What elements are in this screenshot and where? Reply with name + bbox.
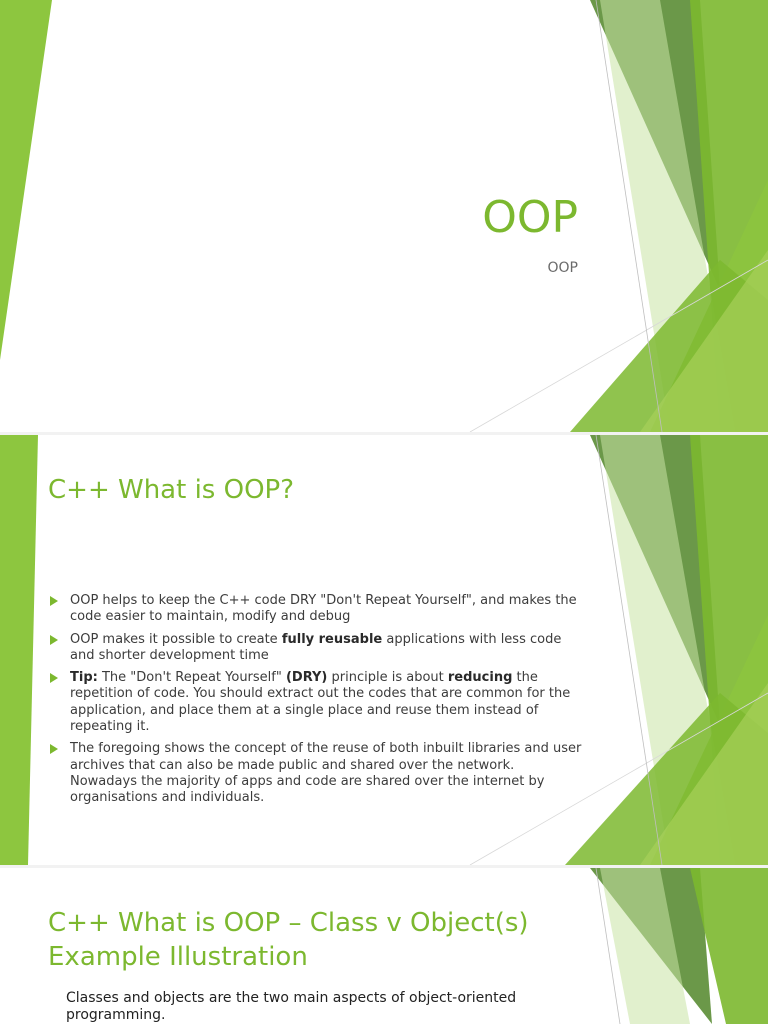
bullet-list [48,593,583,813]
bullet-bold-text: fully reusable [281,631,383,647]
bullet-text: The "Don't Repeat Yourself" [97,670,286,686]
bullet-bold-text: (DRY) [285,670,328,686]
bullet-text: applications with less code and shorter development time [70,631,562,663]
bullet-arrow-icon [50,744,58,754]
bullet-text: the repetition of code. You should extract out the codes that are common for the application, and place them at a single place and reuse them instead of repeating it. [70,670,571,735]
slide-1-title: OOP [482,192,578,243]
bullet-text: OOP makes it possible to create [70,631,282,647]
bullet-text: OOP helps to keep the C++ code DRY "Don't Repeat Yourself", and makes the code easier to maintain, modify and debug [70,593,577,625]
green-decoration-graphic [0,0,768,432]
bullet-arrow-icon [50,673,58,683]
bullet-item [48,741,583,806]
bullet-text: principle is about [327,670,448,686]
bullet-item [48,593,583,626]
slide-3-body-text: Classes and objects are the two main aspects of object-oriented programming. [66,990,517,1023]
slide-2-title: C++ What is OOP? [48,475,295,505]
bullet-text: The foregoing shows the concept of the reuse of both inbuilt libraries and user archives that can also be made public and shared over the network. Nowadays the majority of apps and code are shared over the internet by organisations and individuals. [70,741,582,806]
slide-3 [0,868,768,1024]
slide-1 [0,0,768,432]
bullet-item [48,632,583,665]
bullet-item [48,670,583,735]
bullet-arrow-icon [50,596,58,606]
left-green-wedge [0,435,38,865]
bullet-bold-text: reducing [447,670,513,686]
slide-2 [0,435,768,865]
bullet-arrow-icon [50,635,58,645]
slide-3-title: C++ What is OOP – Class v Object(s) Example Illustration [48,908,529,972]
left-green-wedge [0,0,52,360]
slide-1-subtitle: OOP [547,260,578,276]
bullet-bold-text: Tip: [70,670,98,686]
